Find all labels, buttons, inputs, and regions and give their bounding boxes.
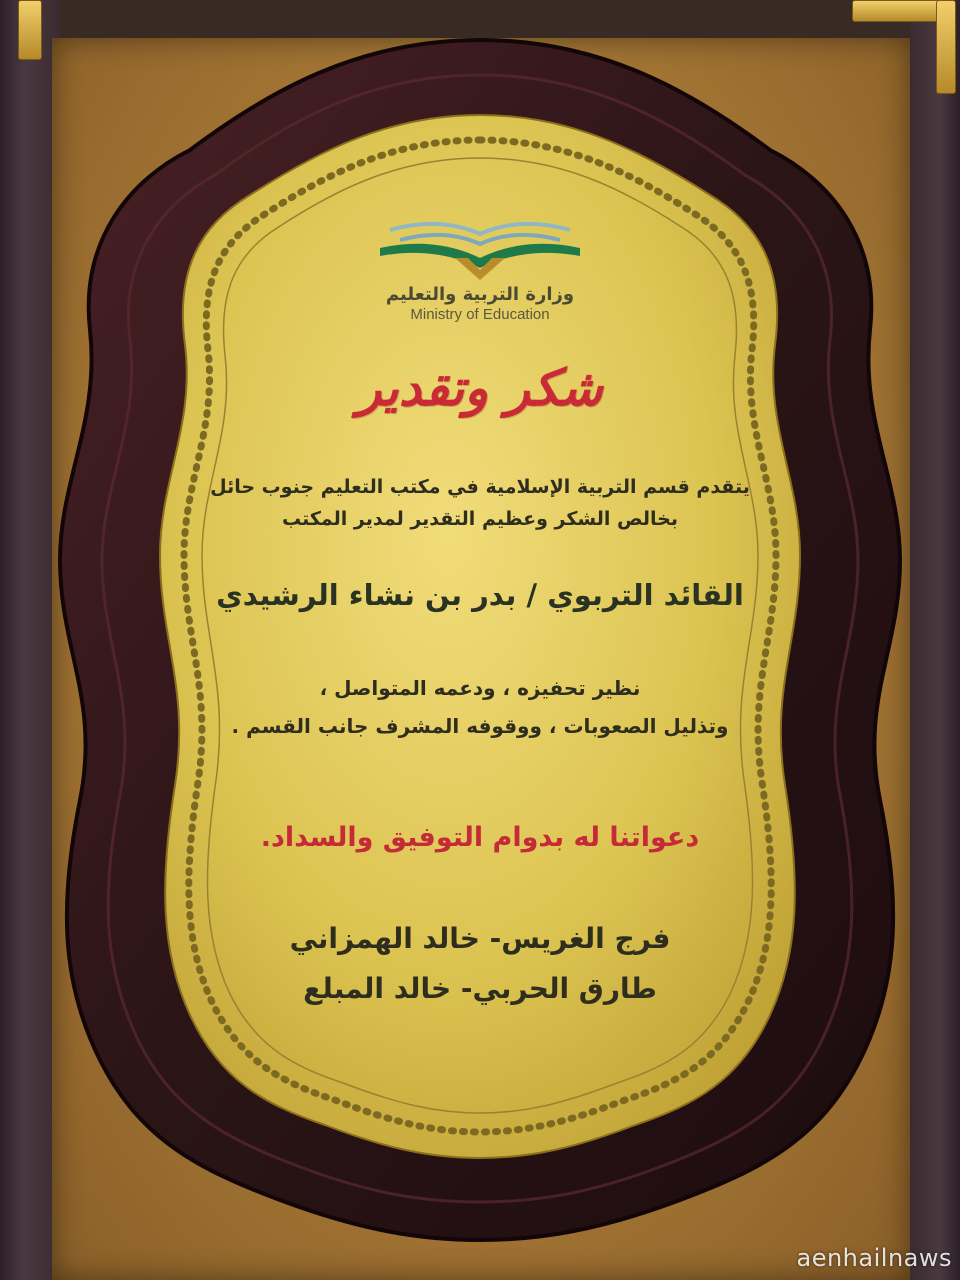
- open-book-icon: [360, 208, 600, 288]
- logo-english-text: Ministry of Education: [410, 306, 550, 323]
- merit-line-2: وتذليل الصعوبات ، ووقوفه المشرف جانب القسم .: [231, 714, 729, 738]
- signatories-line-1: فرج الغريس- خالد الهمزاني: [289, 922, 671, 955]
- prayer-line: دعواتنا له بدوام التوفيق والسداد.: [260, 822, 700, 853]
- merit-line-1: نظير تحفيزه ، ودعمه المتواصل ،: [319, 676, 641, 700]
- watermark: aenhailnaws: [796, 1244, 952, 1272]
- logo-arabic-text: وزارة التربية والتعليم: [385, 284, 575, 305]
- signatories-line-2: طارق الحربي- خالد المبلع: [303, 972, 657, 1005]
- intro-line-1: يتقدم قسم التربية الإسلامية في مكتب التعليم جنوب حائل: [210, 476, 750, 498]
- ministry-logo: [360, 208, 600, 328]
- intro-line-2: بخالص الشكر وعظيم التقدير لمدير المكتب: [281, 508, 678, 530]
- honoree-name: القائد التربوي / بدر بن نشاء الرشيدي: [216, 578, 744, 612]
- plaque-title: شكر وتقدير: [357, 358, 603, 417]
- plaque-text-area: [150, 200, 810, 1020]
